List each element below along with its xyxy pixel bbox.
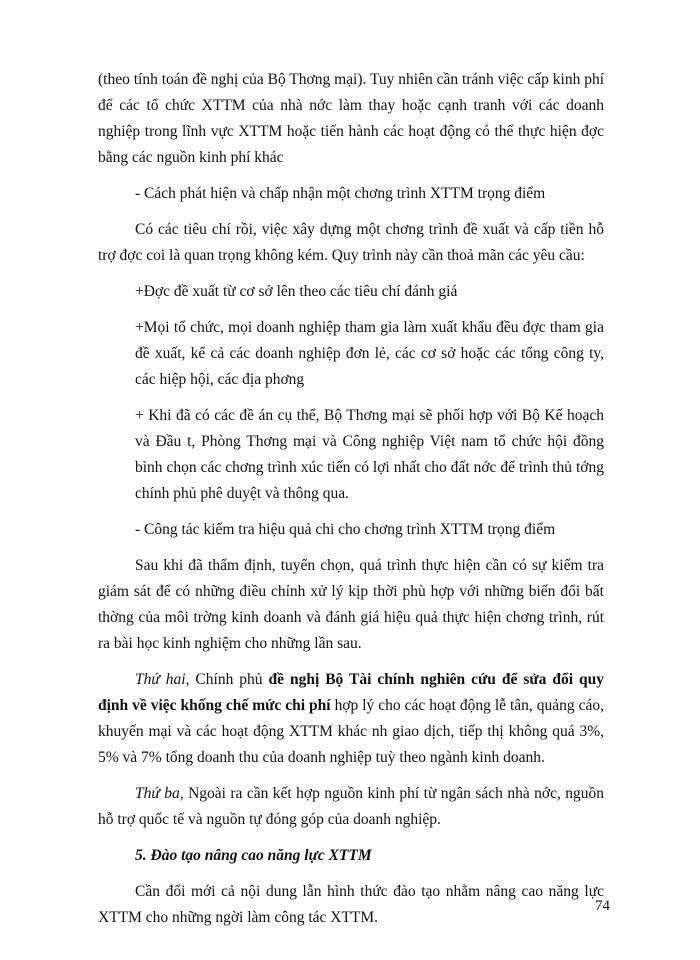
second-point-emphasis: đề nghị Bộ Tài chính nghiên cứu để sửa đổi quy định về việc khống chế mức chi phí [98,671,604,714]
second-point-lead: Thứ hai, [135,671,190,688]
paragraph-program-requirements: Có các tiêu chí rồi, việc xây dựng một chơng trình đề xuất và cấp tiền hỗ trợ đợc coi là quan trọng không kém. Quy trình này cần thoả mãn các yêu cầu: [98,221,604,264]
second-point-text-c: hợp lý cho các hoạt động lễ tân, quảng cáo, khuyến mại và các hoạt động XTTM khác nh giao dịch, tiếp thị không quá 3%, 5% và 7% tổng doanh thu của doanh nghiệp tuỳ theo ngành kinh doanh. [98,697,604,766]
item-efficiency-check: - Công tác kiểm tra hiệu quả chi cho chơng trình XTTM trọng điểm [135,521,556,538]
bullet-participation: +Mọi tổ chức, mọi doanh nghiệp tham gia làm xuất khẩu đều đợc tham gia đề xuất, kể cả các doanh nghiệp đơn lẻ, các cơ sở hoặc các tổng công ty, các hiệp hội, các địa phơng [135,319,604,388]
paragraph-funding-note: (theo tính toán đề nghị của Bộ Thơng mại). Tuy nhiên cần tránh việc cấp kinh phí để các tổ chức XTTM của nhà nớc làm thay hoặc cạnh tranh với các doanh nghiệp trong lĩnh vực XTTM hoặc tiến hành các hoạt động có thể thực hiện đợc bằng các nguồn kinh phí khác [98,71,604,166]
paragraph-supervision: Sau khi đã thẩm định, tuyển chọn, quá trình thực hiện cần có sự kiểm tra giám sát để có những điều chỉnh xử lý kịp thời phù hợp với những biến đổi bất thờng của môi trờng kinh doanh và đánh giá hiệu quả thực hiện chơng trình, rút ra bài học kinh nghiệm cho những lần sau. [98,557,604,652]
paragraph-second-point [98,667,604,771]
second-point-text-a: Chính phủ [189,671,269,688]
page-body [98,67,604,941]
bullet-criteria: +Đợc đề xuất từ cơ sở lên theo các tiêu chí đánh giá [135,283,458,300]
third-point-text: Ngoài ra cần kết hợp nguồn kinh phí từ ngân sách nhà nớc, nguồn hỗ trợ quốc tế và nguồn tự đóng góp của doanh nghiệp. [98,785,605,828]
bullet-approval-council: + Khi đã có các đề án cụ thể, Bộ Thơng mại sẽ phối hợp với Bộ Kế hoạch và Đầu t, Phòng Thơng mại và Công nghiệp Việt nam tổ chức hội đồng bình chọn các chơng trình xúc tiến có lợi nhất cho đất nớc để trình thủ tớng chính phủ phê duyệt và thông qua. [135,407,604,502]
third-point-lead: Thứ ba, [135,785,184,802]
paragraph-third-point [98,781,604,833]
section-heading: 5. Đào tạo nâng cao năng lực XTTM [135,847,372,864]
item-program-selection: - Cách phát hiện và chấp nhận một chơng trình XTTM trọng điểm [135,185,546,202]
page-number: 74 [595,898,610,914]
paragraph-training: Cần đổi mới cả nội dung lẫn hình thức đào tạo nhằm nâng cao năng lực XTTM cho những ngời làm công tác XTTM. [98,883,604,926]
